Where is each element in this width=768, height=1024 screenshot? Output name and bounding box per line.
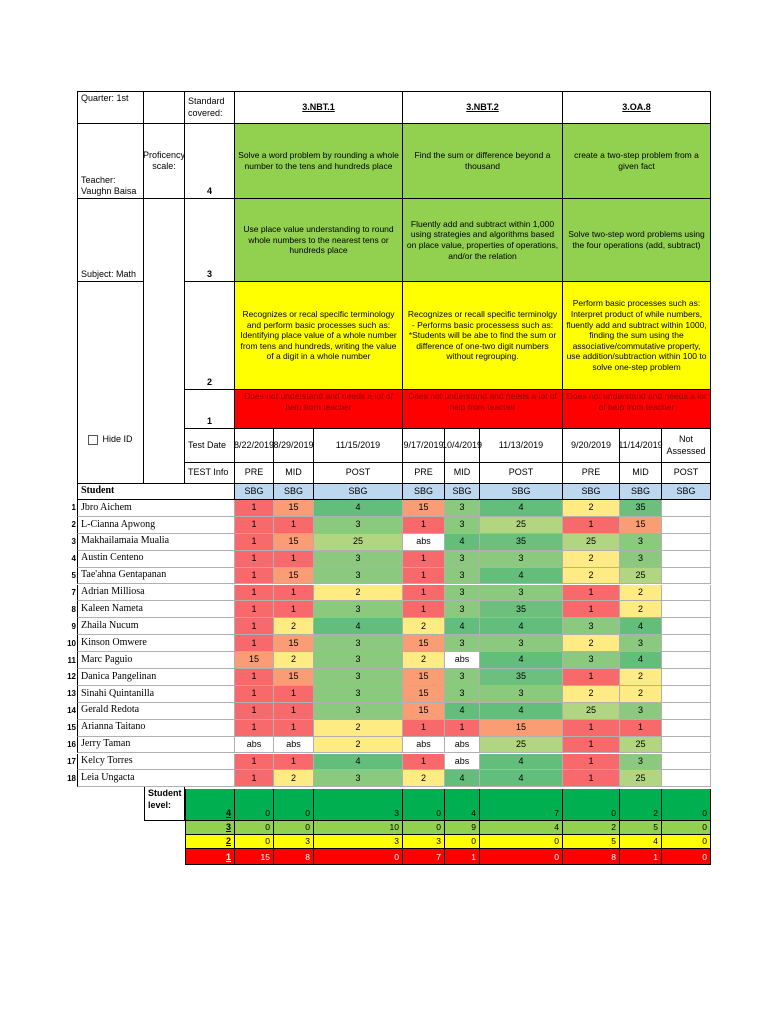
- student-name: Adrian Milliosa: [77, 585, 235, 602]
- descriptor-level-3: Solve two-step word problems using the four operations (add, subtract): [563, 199, 711, 282]
- score-cell: 1: [235, 754, 274, 771]
- summary-count: 0: [403, 821, 445, 835]
- score-cell: [662, 652, 711, 669]
- score-cell: 2: [314, 720, 403, 737]
- score-cell: 1: [235, 703, 274, 720]
- test-type: POST: [662, 463, 711, 484]
- student-name: Jerry Taman: [77, 737, 235, 754]
- student-id: 2: [71, 520, 76, 530]
- summary-count: 10: [314, 821, 403, 835]
- summary-count: 5: [620, 821, 662, 835]
- student-id: 18: [67, 773, 76, 783]
- score-cell: 15: [403, 669, 445, 686]
- score-cell: abs: [445, 737, 480, 754]
- score-cell: 1: [403, 720, 445, 737]
- test-date: 9/20/2019: [563, 429, 620, 463]
- student-name: Danica Pangelinan: [77, 669, 235, 686]
- score-cell: 3: [620, 551, 662, 568]
- test-type: PRE: [403, 463, 445, 484]
- score-cell: 3: [480, 585, 563, 602]
- student-name: Kinson Omwere: [77, 635, 235, 652]
- score-cell: 3: [445, 686, 480, 703]
- score-cell: 2: [620, 601, 662, 618]
- sbg-header: SBG: [274, 484, 314, 500]
- score-cell: [662, 720, 711, 737]
- score-cell: 1: [563, 720, 620, 737]
- standard-code: 3.OA.8: [563, 91, 711, 124]
- score-cell: 1: [563, 601, 620, 618]
- score-cell: 15: [274, 669, 314, 686]
- score-cell: 2: [563, 551, 620, 568]
- score-cell: 1: [274, 601, 314, 618]
- score-cell: 3: [314, 770, 403, 787]
- score-cell: 1: [403, 754, 445, 771]
- student-id: 4: [71, 554, 76, 564]
- score-cell: 2: [314, 737, 403, 754]
- summary-count: 5: [563, 835, 620, 849]
- score-cell: 1: [235, 534, 274, 551]
- standard-covered-label: Standard covered:: [185, 91, 235, 124]
- hide-id-cell: [77, 282, 144, 484]
- sbg-header: SBG: [480, 484, 563, 500]
- score-cell: 3: [480, 635, 563, 652]
- score-cell: 2: [563, 568, 620, 585]
- score-cell: 2: [314, 585, 403, 602]
- student-id: 16: [67, 740, 76, 750]
- quarter-label: Quarter: 1st: [77, 91, 144, 124]
- test-date: 8/29/2019: [274, 429, 314, 463]
- student-name: Gerald Redota: [77, 703, 235, 720]
- score-cell: 3: [314, 635, 403, 652]
- student-name: Zhaila Nucum: [77, 618, 235, 635]
- descriptor-level-1: Does not understand and needs a lot of help from teacher: [403, 390, 563, 429]
- score-cell: 1: [235, 517, 274, 534]
- score-cell: 2: [563, 686, 620, 703]
- summary-level-4: 4: [185, 789, 235, 821]
- student-id: 10: [67, 638, 76, 648]
- hide-id-label: Hide ID: [102, 433, 133, 444]
- student-name: Sinahi Quintanilla: [77, 686, 235, 703]
- score-cell: 4: [480, 770, 563, 787]
- score-cell: 4: [445, 703, 480, 720]
- score-cell: 1: [403, 517, 445, 534]
- score-cell: abs: [445, 754, 480, 771]
- score-cell: 1: [235, 551, 274, 568]
- test-type: PRE: [235, 463, 274, 484]
- scale-level-3: 3: [185, 199, 235, 282]
- score-cell: 3: [314, 703, 403, 720]
- proficiency-blank: [144, 199, 185, 484]
- score-cell: 1: [274, 686, 314, 703]
- standard-code: 3.NBT.2: [403, 91, 563, 124]
- score-cell: 1: [403, 601, 445, 618]
- student-id: 1: [71, 503, 76, 513]
- score-cell: 3: [563, 618, 620, 635]
- student-id: 14: [67, 706, 76, 716]
- student-name: L-Cianna Apwong: [77, 517, 235, 534]
- test-type: POST: [314, 463, 403, 484]
- score-cell: 2: [274, 652, 314, 669]
- header-blank: [144, 91, 185, 124]
- descriptor-level-4: create a two-step problem from a given fact: [563, 124, 711, 199]
- score-cell: 3: [445, 669, 480, 686]
- sbg-header: SBG: [662, 484, 711, 500]
- standard-code: 3.NBT.1: [235, 91, 403, 124]
- score-cell: 3: [480, 551, 563, 568]
- score-cell: 4: [620, 618, 662, 635]
- score-cell: 1: [235, 601, 274, 618]
- score-cell: abs: [403, 737, 445, 754]
- hide-id-checkbox[interactable]: [88, 435, 98, 445]
- score-cell: [662, 568, 711, 585]
- score-cell: [662, 500, 711, 517]
- summary-count: 2: [620, 789, 662, 821]
- sbg-header: SBG: [235, 484, 274, 500]
- sbg-header: SBG: [620, 484, 662, 500]
- test-type: MID: [445, 463, 480, 484]
- score-cell: 3: [563, 652, 620, 669]
- student-id: 3: [71, 537, 76, 547]
- score-cell: 15: [274, 500, 314, 517]
- score-cell: 4: [314, 754, 403, 771]
- score-cell: 3: [314, 686, 403, 703]
- student-name: Kelcy Torres: [77, 754, 235, 771]
- score-cell: 1: [235, 720, 274, 737]
- summary-count: 2: [563, 821, 620, 835]
- score-cell: [662, 635, 711, 652]
- score-cell: 1: [235, 568, 274, 585]
- descriptor-level-2: Recognizes or recall specific terminolgy - Performs basic processess such as: *Students will be abe to find the sum or difference of one-two digit numbers without regrouping.: [403, 282, 563, 390]
- score-cell: 3: [445, 551, 480, 568]
- score-cell: 25: [480, 737, 563, 754]
- score-cell: 1: [235, 585, 274, 602]
- descriptor-level-1: Does not understand and needs a lot of help from teacher: [235, 390, 403, 429]
- student-name: Makhailamaia Mualia: [77, 534, 235, 551]
- score-cell: [662, 770, 711, 787]
- score-cell: 1: [274, 754, 314, 771]
- score-cell: 35: [480, 669, 563, 686]
- score-cell: 3: [620, 635, 662, 652]
- score-cell: 35: [480, 534, 563, 551]
- score-cell: 3: [445, 635, 480, 652]
- test-date: 11/13/2019: [480, 429, 563, 463]
- score-cell: 4: [480, 568, 563, 585]
- score-cell: 1: [274, 551, 314, 568]
- score-cell: 4: [445, 534, 480, 551]
- summary-count: 8: [563, 849, 620, 865]
- score-cell: 4: [480, 500, 563, 517]
- score-cell: 4: [314, 618, 403, 635]
- summary-count: 8: [274, 849, 314, 865]
- score-cell: 4: [445, 618, 480, 635]
- test-type: POST: [480, 463, 563, 484]
- summary-count: 0: [662, 821, 711, 835]
- sbg-header: SBG: [445, 484, 480, 500]
- summary-count: 0: [274, 789, 314, 821]
- score-cell: 2: [620, 686, 662, 703]
- score-cell: 3: [445, 585, 480, 602]
- score-cell: 1: [445, 720, 480, 737]
- descriptor-level-2: Recognizes or recal specific terminology and perform basic processes such as: Identifying place value of a whole number from tens and hundreds, writing the value of a digit in a whole number: [235, 282, 403, 390]
- student-name: Tae'ahna Gentapanan: [77, 568, 235, 585]
- score-cell: 3: [314, 517, 403, 534]
- score-cell: 4: [314, 500, 403, 517]
- student-level-label: Student level:: [144, 787, 185, 821]
- score-cell: [662, 737, 711, 754]
- summary-count: 0: [235, 835, 274, 849]
- summary-count: 0: [445, 835, 480, 849]
- score-cell: 2: [620, 669, 662, 686]
- score-cell: 1: [274, 720, 314, 737]
- score-cell: 4: [480, 754, 563, 771]
- score-cell: 3: [480, 686, 563, 703]
- descriptor-level-4: Solve a word problem by rounding a whole number to the tens and hundreds place: [235, 124, 403, 199]
- summary-count: 0: [563, 789, 620, 821]
- summary-count: 4: [620, 835, 662, 849]
- score-cell: 4: [445, 770, 480, 787]
- score-cell: [662, 534, 711, 551]
- summary-count: 0: [235, 821, 274, 835]
- score-cell: [662, 585, 711, 602]
- score-cell: 3: [314, 568, 403, 585]
- proficiency-scale-label: Proficency scale:: [144, 124, 185, 199]
- score-cell: abs: [403, 534, 445, 551]
- summary-count: 0: [662, 789, 711, 821]
- summary-count: 1: [620, 849, 662, 865]
- descriptor-level-3: Fluently add and subtract within 1,000 using strategies and algorithms based on place value, properties of operations, and/or the relation: [403, 199, 563, 282]
- student-name: Kaleen Nameta: [77, 601, 235, 618]
- score-cell: 3: [314, 652, 403, 669]
- test-date: 11/15/2019: [314, 429, 403, 463]
- summary-count: 4: [445, 789, 480, 821]
- score-cell: 15: [403, 500, 445, 517]
- test-date: 10/4/2019: [445, 429, 480, 463]
- sbg-header: SBG: [563, 484, 620, 500]
- score-cell: 25: [620, 737, 662, 754]
- score-cell: 1: [403, 568, 445, 585]
- test-type: MID: [274, 463, 314, 484]
- score-cell: 4: [620, 652, 662, 669]
- score-cell: 35: [620, 500, 662, 517]
- test-info-label: TEST Info: [185, 463, 235, 484]
- summary-level-3: 3: [185, 821, 235, 835]
- score-cell: 1: [235, 669, 274, 686]
- summary-level-2: 2: [185, 835, 235, 849]
- student-name: Jbro Aichem: [77, 500, 235, 517]
- score-cell: 15: [274, 568, 314, 585]
- score-cell: 2: [403, 652, 445, 669]
- score-cell: [662, 754, 711, 771]
- test-date: Not Assessed: [662, 429, 711, 463]
- score-cell: 3: [620, 534, 662, 551]
- student-id: 8: [71, 604, 76, 614]
- score-cell: 15: [403, 703, 445, 720]
- summary-count: 0: [480, 835, 563, 849]
- score-cell: 1: [274, 703, 314, 720]
- student-name: Arianna Taitano: [77, 720, 235, 737]
- student-id: 9: [71, 621, 76, 631]
- score-cell: 25: [314, 534, 403, 551]
- score-cell: 2: [274, 770, 314, 787]
- score-cell: 25: [563, 534, 620, 551]
- score-cell: 3: [445, 517, 480, 534]
- score-cell: 15: [274, 534, 314, 551]
- score-cell: 2: [403, 618, 445, 635]
- score-cell: 1: [274, 517, 314, 534]
- summary-count: 15: [235, 849, 274, 865]
- score-cell: 3: [620, 703, 662, 720]
- descriptor-level-3: Use place value understanding to round whole numbers to the nearest tens or hundreds place: [235, 199, 403, 282]
- summary-count: 0: [403, 789, 445, 821]
- score-cell: 3: [620, 754, 662, 771]
- score-cell: 2: [620, 585, 662, 602]
- test-date-label: Test Date: [185, 429, 235, 463]
- score-cell: 15: [480, 720, 563, 737]
- summary-count: 3: [274, 835, 314, 849]
- student-name: Marc Paguio: [77, 652, 235, 669]
- score-cell: [662, 517, 711, 534]
- score-cell: 1: [235, 686, 274, 703]
- student-id: 13: [67, 689, 76, 699]
- summary-count: 0: [314, 849, 403, 865]
- summary-count: 0: [480, 849, 563, 865]
- score-cell: abs: [445, 652, 480, 669]
- summary-count: 3: [403, 835, 445, 849]
- summary-count: 7: [403, 849, 445, 865]
- score-cell: 4: [480, 652, 563, 669]
- score-cell: 1: [563, 517, 620, 534]
- student-id: 12: [67, 672, 76, 682]
- score-cell: 1: [235, 770, 274, 787]
- score-cell: 15: [403, 635, 445, 652]
- score-cell: 2: [403, 770, 445, 787]
- test-date: 11/14/2019: [620, 429, 662, 463]
- score-cell: 4: [480, 618, 563, 635]
- summary-count: 1: [445, 849, 480, 865]
- score-cell: 25: [620, 770, 662, 787]
- descriptor-level-4: Find the sum or difference beyond a thousand: [403, 124, 563, 199]
- scale-level-1: 1: [185, 390, 235, 429]
- score-cell: abs: [274, 737, 314, 754]
- score-cell: 25: [480, 517, 563, 534]
- teacher-label: Teacher: Vaughn Baisa: [77, 124, 144, 199]
- score-cell: 2: [274, 618, 314, 635]
- score-cell: [662, 686, 711, 703]
- score-cell: 2: [563, 500, 620, 517]
- summary-count: 0: [662, 849, 711, 865]
- score-cell: 1: [563, 737, 620, 754]
- score-cell: 3: [314, 551, 403, 568]
- score-cell: 35: [480, 601, 563, 618]
- score-cell: 1: [563, 669, 620, 686]
- student-id: 5: [71, 571, 76, 581]
- student-id: 7: [71, 587, 76, 597]
- score-cell: 1: [563, 585, 620, 602]
- summary-count: 0: [235, 789, 274, 821]
- score-cell: 1: [235, 500, 274, 517]
- summary-count: 7: [480, 789, 563, 821]
- score-cell: 3: [445, 601, 480, 618]
- score-cell: 1: [403, 585, 445, 602]
- descriptor-level-2: Perform basic processes such as: Interpret product of while numbers, fluently add and subtract within 1000, finding the sum using the associative/commutative property, use addition/subtraction within 100 to solve one-step problem: [563, 282, 711, 390]
- score-cell: 3: [314, 669, 403, 686]
- score-cell: 25: [563, 703, 620, 720]
- score-cell: [662, 551, 711, 568]
- score-cell: abs: [235, 737, 274, 754]
- scale-level-2: 2: [185, 282, 235, 390]
- summary-count: 4: [480, 821, 563, 835]
- sbg-header: SBG: [314, 484, 403, 500]
- test-type: PRE: [563, 463, 620, 484]
- score-cell: 15: [235, 652, 274, 669]
- score-cell: [662, 601, 711, 618]
- subject-label: Subject: Math: [77, 199, 144, 282]
- descriptor-level-1: Does not understand and needs a lot of help from teacher: [563, 390, 711, 429]
- score-cell: 15: [274, 635, 314, 652]
- summary-count: 0: [274, 821, 314, 835]
- score-cell: 3: [314, 601, 403, 618]
- sbg-header: SBG: [403, 484, 445, 500]
- student-id: 11: [67, 655, 76, 665]
- score-cell: 1: [235, 635, 274, 652]
- summary-count: 9: [445, 821, 480, 835]
- score-cell: 25: [620, 568, 662, 585]
- score-cell: 1: [274, 585, 314, 602]
- student-name: Leia Ungacta: [77, 770, 235, 787]
- test-date: 9/17/2019: [403, 429, 445, 463]
- student-name: Austin Centeno: [77, 551, 235, 568]
- score-cell: 4: [480, 703, 563, 720]
- score-cell: 2: [563, 635, 620, 652]
- student-id: 17: [67, 756, 76, 766]
- summary-level-1: 1: [185, 849, 235, 865]
- summary-count: 0: [662, 835, 711, 849]
- scale-level-4: 4: [185, 124, 235, 199]
- score-cell: 3: [445, 568, 480, 585]
- score-cell: 15: [620, 517, 662, 534]
- score-cell: 15: [403, 686, 445, 703]
- student-id: 15: [67, 723, 76, 733]
- score-cell: 3: [445, 500, 480, 517]
- score-cell: 1: [235, 618, 274, 635]
- score-cell: [662, 618, 711, 635]
- score-cell: 1: [620, 720, 662, 737]
- student-header: Student: [77, 484, 235, 500]
- score-cell: 1: [563, 754, 620, 771]
- summary-count: 3: [314, 789, 403, 821]
- score-cell: 1: [563, 770, 620, 787]
- score-cell: [662, 703, 711, 720]
- score-cell: 1: [403, 551, 445, 568]
- test-date: 8/22/2019: [235, 429, 274, 463]
- test-type: MID: [620, 463, 662, 484]
- score-cell: [662, 669, 711, 686]
- summary-count: 3: [314, 835, 403, 849]
